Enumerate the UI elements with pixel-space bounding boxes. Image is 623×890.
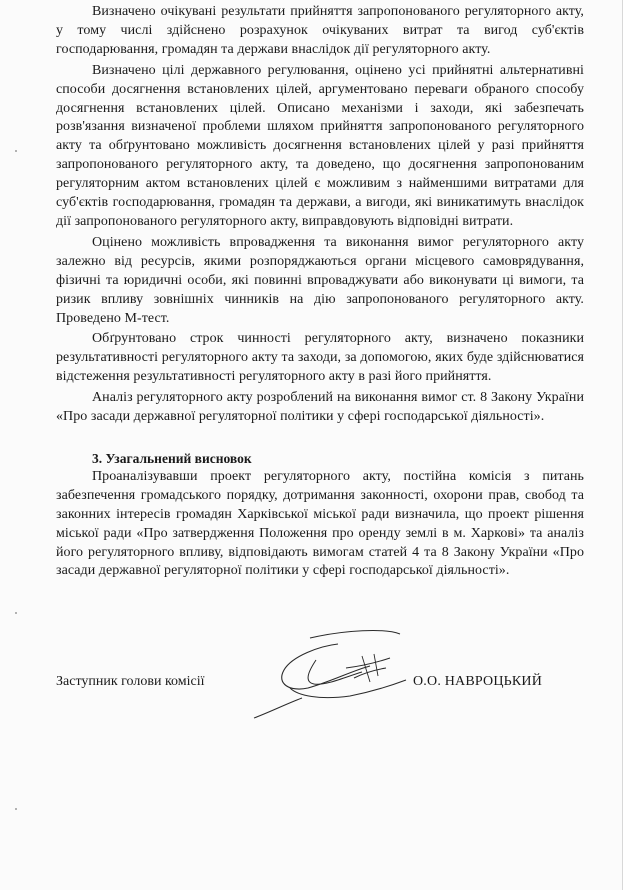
scan-margin-mark <box>15 808 17 810</box>
paragraph-law-reference: Аналіз регуляторного акту розроблений на виконання вимог ст. 8 Закону України «Про засади державної регуляторної політики у сфері господарської діяльності». <box>56 390 584 425</box>
scan-margin-mark <box>15 150 17 152</box>
signature-name: О.О. НАВРОЦЬКИЙ <box>413 674 543 689</box>
signature-block <box>56 672 586 696</box>
paragraph-expected-results: Визначено очікувані результати прийняття запропонованого регуляторного акту, у тому числі здійснено розрахунок очікуваних витрат та вигод суб'єктів господарювання, громадян та держави внаслідок дії регуляторного акту. <box>56 4 584 57</box>
scan-margin-mark <box>15 612 17 614</box>
paragraph-regulation-goals: Визначено цілі державного регулювання, оцінено усі прийнятні альтернативні способи досягнення встановлених цілей, аргументовано переваги обраного способу досягнення встановлених цілей. Описано механізми і заходи, які забезпечать розв'язання визначеної проблеми шляхом прийняття запропонованого регуляторного акту та обґрунтовано можливість досягнення встановлених цілей у разі прийняття запропонованого регуляторного акту, та доведено, що досягнення запропонованим регуляторним актом встановлених цілей є можливим з найменшими витратами для суб'єктів господарювання, громадян та держави, а вигоди, які виникатимуть внаслідок дії запропонованого регуляторного акту, виправдовують відповідні витрати. <box>56 62 584 229</box>
paragraph-validity-term: Обґрунтовано строк чинності регуляторного акту, визначено показники результативності регуляторного акту та заходи, за допомогою, яких буде здійснюватися відстеження результативності регуляторного акту в разі його прийняття. <box>56 331 584 385</box>
paragraph-conclusion: Проаналізувавши проект регуляторного акту, постійна комісія з питань забезпечення громадського порядку, дотримання законності, охорони прав, свобод та законних інтересів громадян Харківської міської ради визначила, що проект рішення міської ради «Про затвердження Положення про оренду землі в м. Харкові» та аналіз його регуляторного впливу, відповідають вимогам статей 4 та 8 Закону України «Про засади державної регуляторної політики у сфері господарської діяльності». <box>56 468 584 579</box>
signature-position: Заступник голови комісії <box>56 674 205 689</box>
document-body <box>56 3 584 583</box>
section-heading-conclusion: 3. Узагальнений висновок <box>92 450 252 466</box>
paragraph-implementation-assessment: Оцінено можливість впровадження та виконання вимог регуляторного акту залежно від ресурсів, якими розпоряджаються органи місцевого самоврядування, фізичні та юридичні особи, які повинні впроваджувати або виконувати ці вимоги, та ризик впливу зовнішніх чинників на дію запропонованого регуляторного акту. Проведено М-тест. <box>56 234 584 326</box>
